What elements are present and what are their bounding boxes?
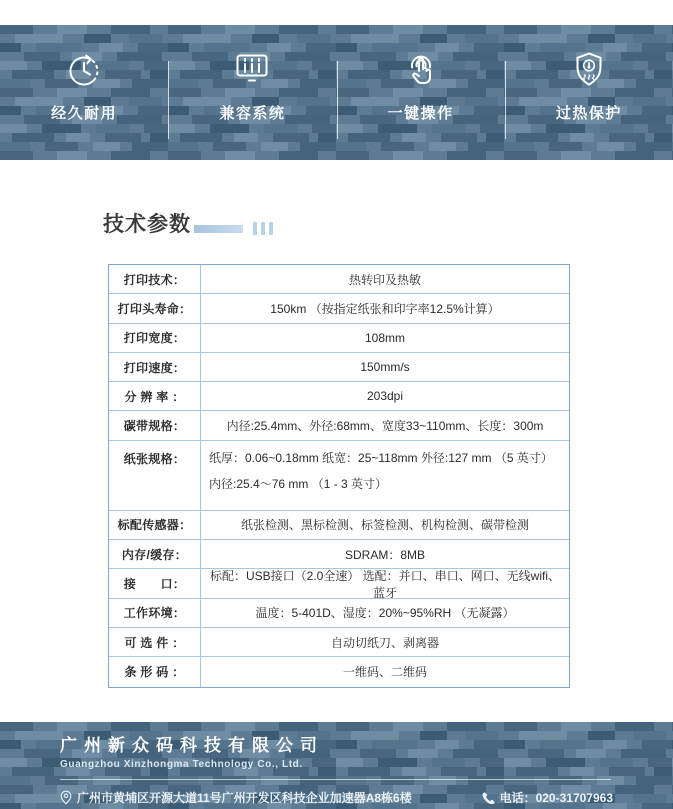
table-row (109, 294, 569, 323)
table-row (109, 441, 569, 511)
spec-value: 温度：5-401D、湿度：20%~95%RH （无凝露） (255, 606, 515, 621)
spec-value: 一维码、二维码 (342, 665, 427, 680)
feature-banner (0, 25, 673, 160)
accent-tick (269, 222, 273, 235)
spec-value: 热转印及热敏 (348, 272, 421, 287)
shield-heat-icon (565, 46, 613, 94)
footer-address: 广州市黄埔区开源大道11号广州开发区科技企业加速器A8栋6楼 (77, 791, 412, 805)
table-row (109, 353, 569, 382)
feature-label: 过热保护 (555, 105, 622, 122)
spec-value: 标配：USB接口（2.0全速） 选配：并口、串口、网口、无线wifi、蓝牙 (209, 568, 561, 600)
clock-icon (60, 46, 108, 94)
table-row (109, 265, 569, 294)
feature-list (0, 25, 673, 160)
phone-icon (482, 791, 495, 804)
table-row (109, 382, 569, 411)
spec-label: 条 形 码 ： (109, 657, 201, 686)
feature-item-overheat-protection (505, 25, 673, 160)
footer-phone: 电话：020-31707963 (499, 791, 613, 805)
spec-label: 碳带规格： (109, 411, 201, 439)
footer-phone-group (482, 789, 613, 806)
spec-value: 150mm/s (360, 360, 410, 375)
feature-item-one-touch (337, 25, 505, 160)
feature-label: 兼容系统 (219, 105, 286, 122)
spec-label: 标配传感器： (109, 511, 201, 539)
company-name-en: Guangzhou Xinzhongma Technology Co., Ltd. (60, 759, 303, 770)
spec-value-line-2: 内径:25.4～76 mm （1 - 3 英寸） (209, 476, 388, 491)
spec-label: 纸张规格： (109, 441, 201, 510)
footer-address-group (60, 789, 412, 806)
spec-label: 工作环境： (109, 599, 201, 627)
monitor-sliders-icon (228, 46, 276, 94)
spec-label: 打印技术： (109, 265, 201, 293)
spec-value: SDRAM：8MB (344, 547, 425, 562)
title-accent-bar (194, 225, 243, 233)
spec-label: 内存/缓存： (109, 540, 201, 568)
footer-divider (60, 779, 611, 780)
spec-value (201, 441, 569, 510)
spec-value: 108mm (364, 330, 405, 345)
table-row (109, 657, 569, 686)
feature-item-durable (0, 25, 168, 160)
table-row (109, 599, 569, 628)
footer-content (0, 722, 673, 809)
accent-tick (261, 222, 265, 235)
footer (0, 722, 673, 809)
accent-tick (253, 222, 257, 235)
spec-table (108, 264, 570, 688)
section-head (103, 212, 273, 237)
spec-value-line-1: 纸厚：0.06~0.18mm 纸宽：25~118mm 外径:127 mm （5 英寸） (209, 450, 553, 465)
table-row (109, 540, 569, 569)
spec-label: 打印宽度： (109, 324, 201, 352)
page-title: 技术参数 (103, 213, 191, 236)
feature-label: 一键操作 (387, 105, 454, 122)
table-row (109, 511, 569, 540)
spec-value: 自动切纸刀、剥离器 (330, 635, 439, 650)
feature-item-compatible (168, 25, 336, 160)
table-row (109, 569, 569, 598)
spec-value: 203dpi (366, 389, 404, 404)
spec-value: 纸张检测、黑标检测、标签检测、机构检测、碳带检测 (240, 518, 529, 533)
location-pin-icon (60, 790, 72, 805)
feature-label: 经久耐用 (51, 105, 118, 122)
company-name-cn: 广州新众码科技有限公司 (60, 736, 324, 755)
spec-value: 内径:25.4mm、外径:68mm、宽度33~110mm、长度：300m (226, 419, 544, 434)
table-row (109, 628, 569, 657)
touch-icon (397, 46, 445, 94)
spec-label: 接 口： (109, 569, 201, 597)
spec-label: 分 辨 率 ： (109, 382, 201, 410)
title-accent-ticks (253, 222, 273, 235)
spec-label: 可 选 件 ： (109, 628, 201, 656)
footer-contact-row (60, 789, 613, 806)
table-row (109, 411, 569, 440)
spec-label: 打印速度： (109, 353, 201, 381)
spec-label: 打印头寿命： (109, 294, 201, 322)
spec-value: 150km （按指定纸张和印字率12.5%计算） (270, 301, 500, 316)
table-row (109, 324, 569, 353)
